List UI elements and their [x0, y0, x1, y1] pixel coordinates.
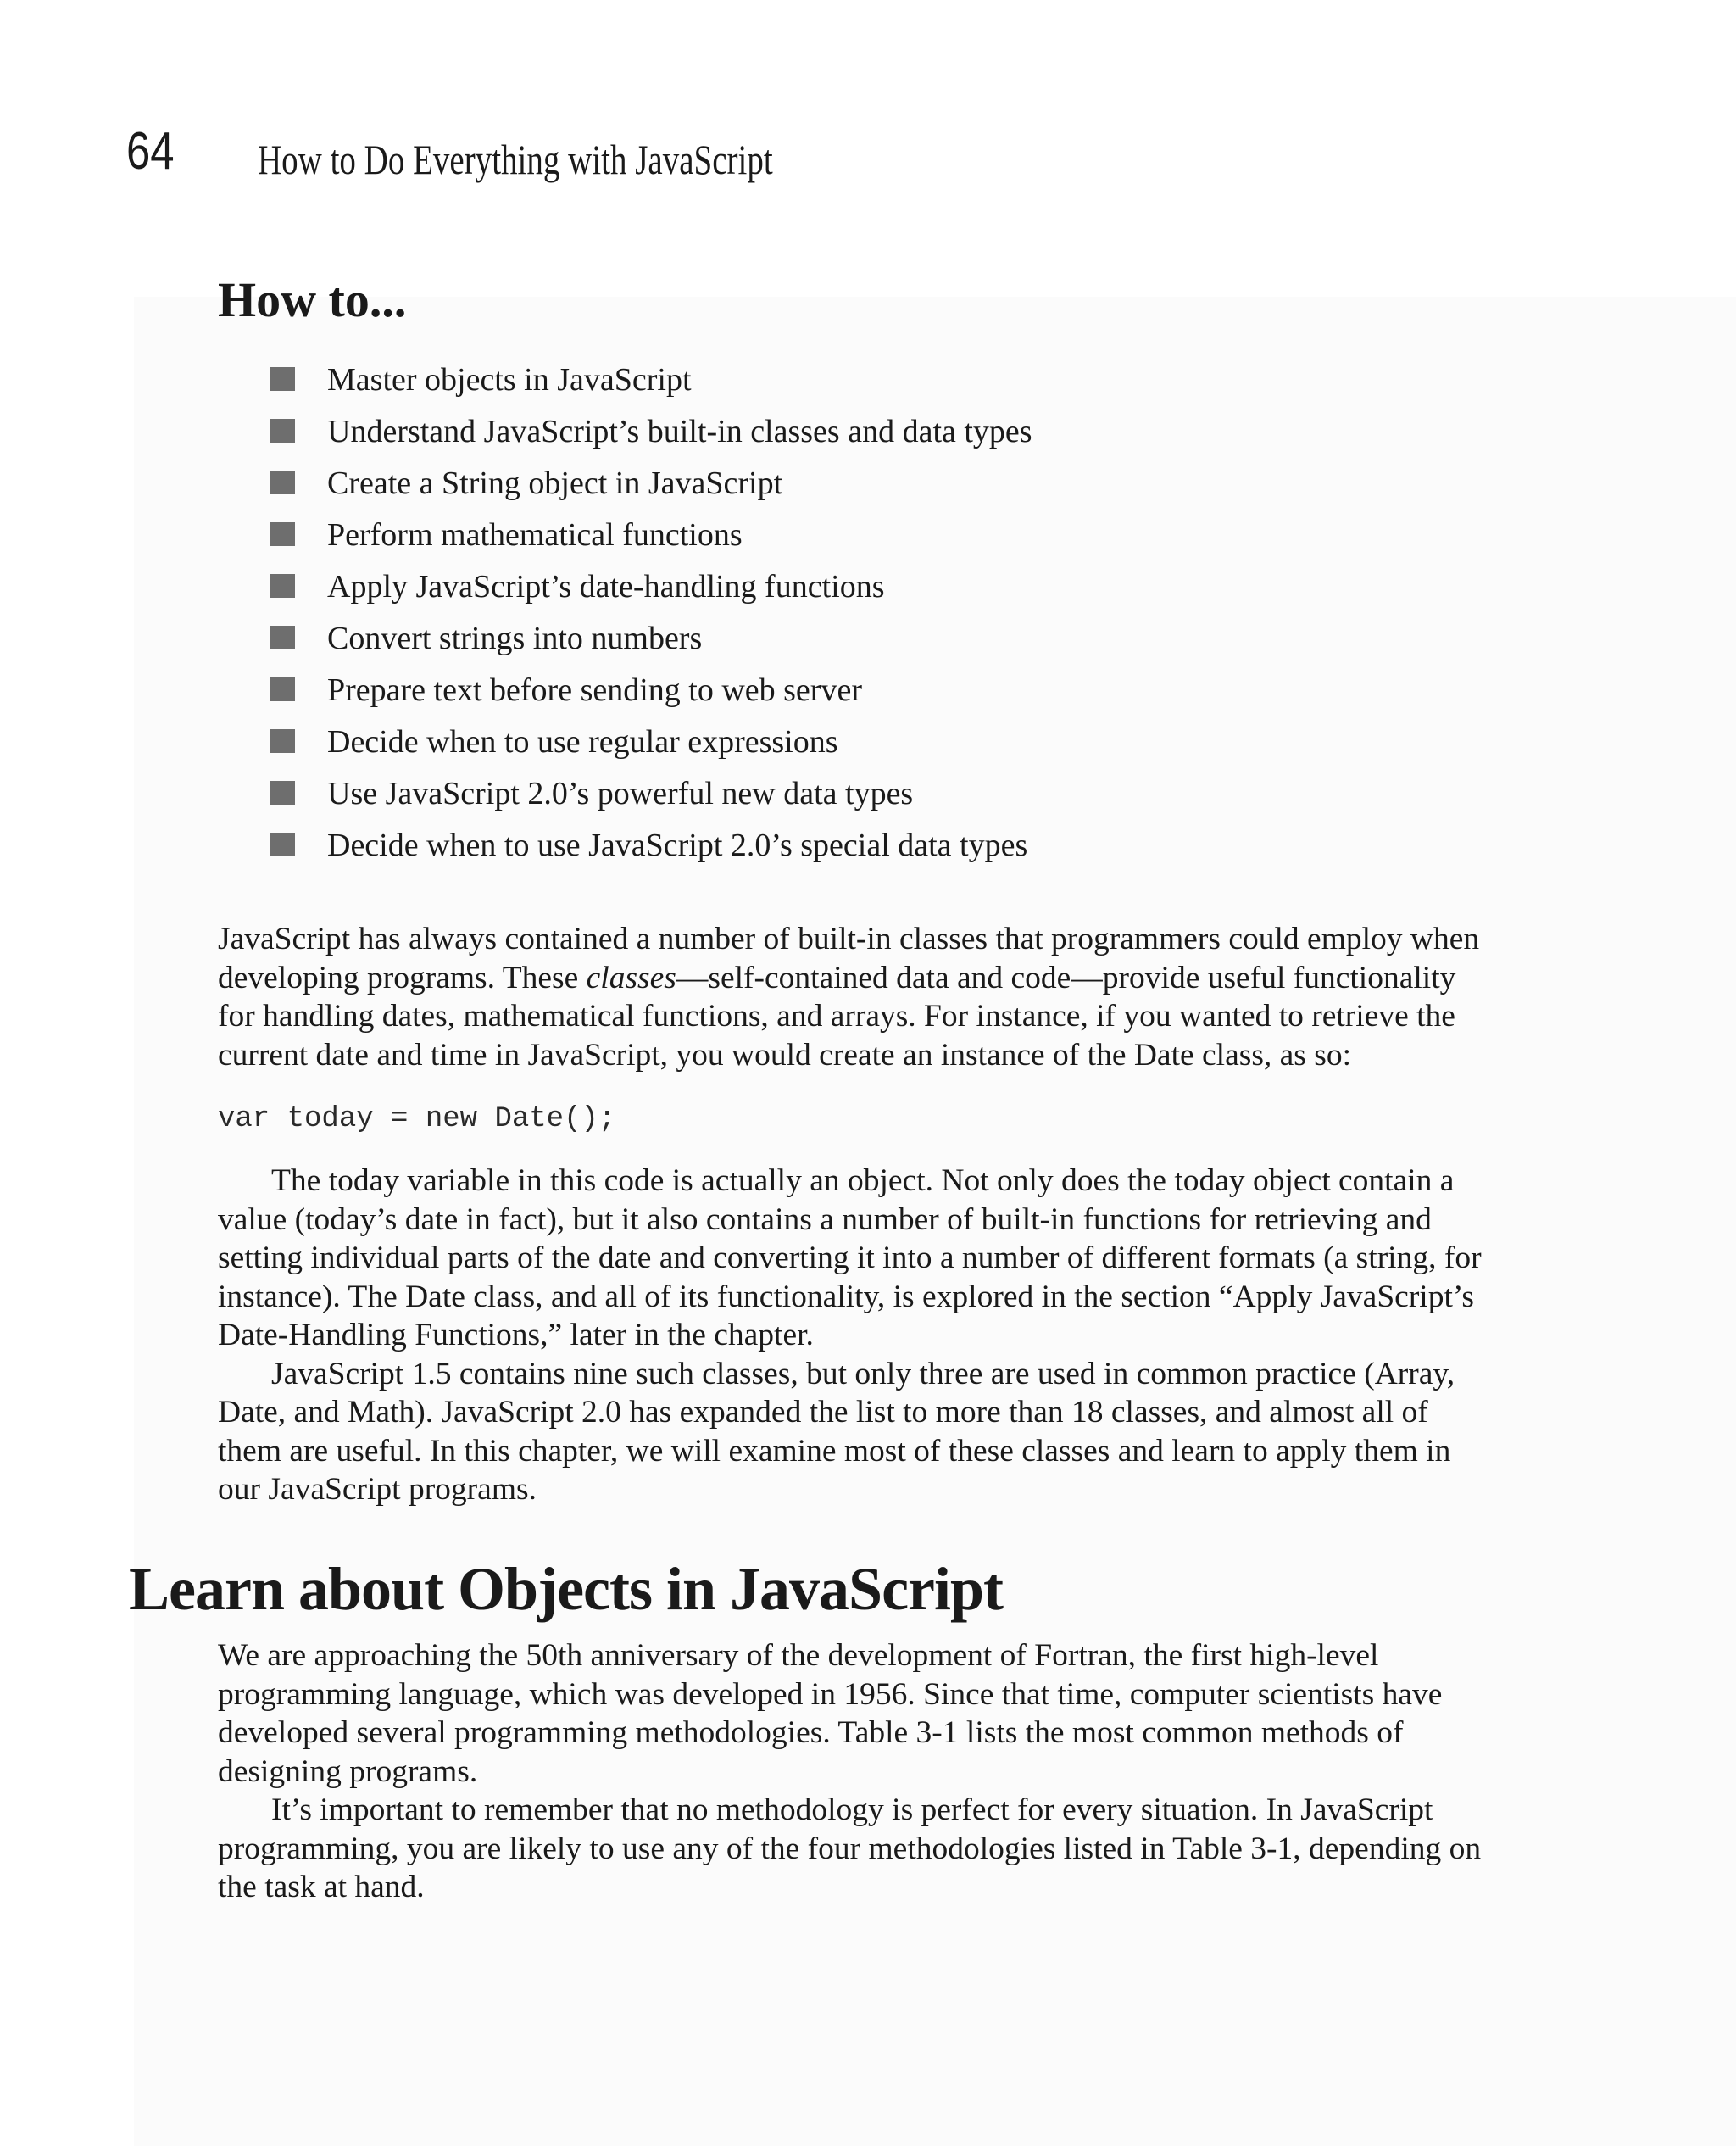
howto-item-text: Decide when to use JavaScript 2.0’s special data types [327, 828, 1028, 863]
body-text-block [218, 1162, 1489, 1509]
howto-heading: How to... [218, 272, 407, 327]
howto-item-text: Create a String object in JavaScript [327, 465, 783, 501]
square-bullet-icon [270, 574, 295, 598]
howto-item-text: Perform mathematical functions [327, 517, 743, 553]
intro-emphasis: classes [586, 960, 676, 995]
howto-item-text: Use JavaScript 2.0’s powerful new data types [327, 776, 914, 811]
code-example: var today = new Date(); [218, 1103, 616, 1135]
intro-text [218, 920, 1489, 1074]
howto-item-text: Understand JavaScript’s built-in classes and data types [327, 414, 1032, 449]
section-heading: Learn about Objects in JavaScript [129, 1555, 1004, 1623]
body-paragraph: The today variable in this code is actually an object. Not only does the today object contain a value (today’s date in fact), but it also contains a number of built-in functions for retrieving and setting individual parts of the date and converting it into a number of different formats (a string, for instance). The Date class, and all of its functionality, is explored in the section “Apply JavaScript’s Date-Handling Functions,” later in the chapter. [218, 1163, 1482, 1352]
square-bullet-icon [270, 729, 295, 753]
square-bullet-icon [270, 367, 295, 391]
square-bullet-icon [270, 626, 295, 649]
section-paragraph: It’s important to remember that no methodology is perfect for every situation. In JavaScript programming, you are likely to use any of the four methodologies listed in Table 3-1, depending on the task at hand. [218, 1792, 1482, 1904]
square-bullet-icon [270, 471, 295, 494]
section-body [218, 1636, 1489, 1907]
square-bullet-icon [270, 781, 295, 805]
body-paragraph: JavaScript 1.5 contains nine such classes, but only three are used in common practice (Array, Date, and Math). JavaScript 2.0 has expanded the list to more than 18 classes, and almost all of them are useful. In this chapter, we will examine most of these classes and learn to apply them in our JavaScript programs. [218, 1356, 1455, 1507]
running-title: How to Do Everything with JavaScript [258, 136, 773, 183]
intro-text-part1: JavaScript has always contained a number of built-in classes that programmers could employ when developing programs. These [218, 922, 1480, 995]
howto-item-text: Master objects in JavaScript [327, 362, 692, 398]
page-number: 64 [126, 122, 175, 181]
square-bullet-icon [270, 522, 295, 546]
howto-item-text: Decide when to use regular expressions [327, 724, 838, 760]
section-paragraph: We are approaching the 50th anniversary of the development of Fortran, the first high-level programming language, which was developed in 1956. Since that time, computer scientists have developed several programming methodologies. Table 3-1 lists the most common methods of designing programs. [218, 1638, 1443, 1789]
square-bullet-icon [270, 833, 295, 856]
howto-item-text: Convert strings into numbers [327, 621, 703, 656]
howto-item-text: Apply JavaScript’s date-handling functions [327, 569, 885, 605]
howto-item-text: Prepare text before sending to web server [327, 672, 862, 708]
square-bullet-icon [270, 419, 295, 443]
intro-text-part2: —self-contained data and code—provide useful functionality for handling dates, mathematical functions, and arrays. For instance, if you wanted to retrieve the current date and time in JavaScript, you would create an instance of the Date class, as so: [218, 960, 1456, 1073]
intro-paragraph [218, 920, 1489, 1074]
square-bullet-icon [270, 677, 295, 701]
